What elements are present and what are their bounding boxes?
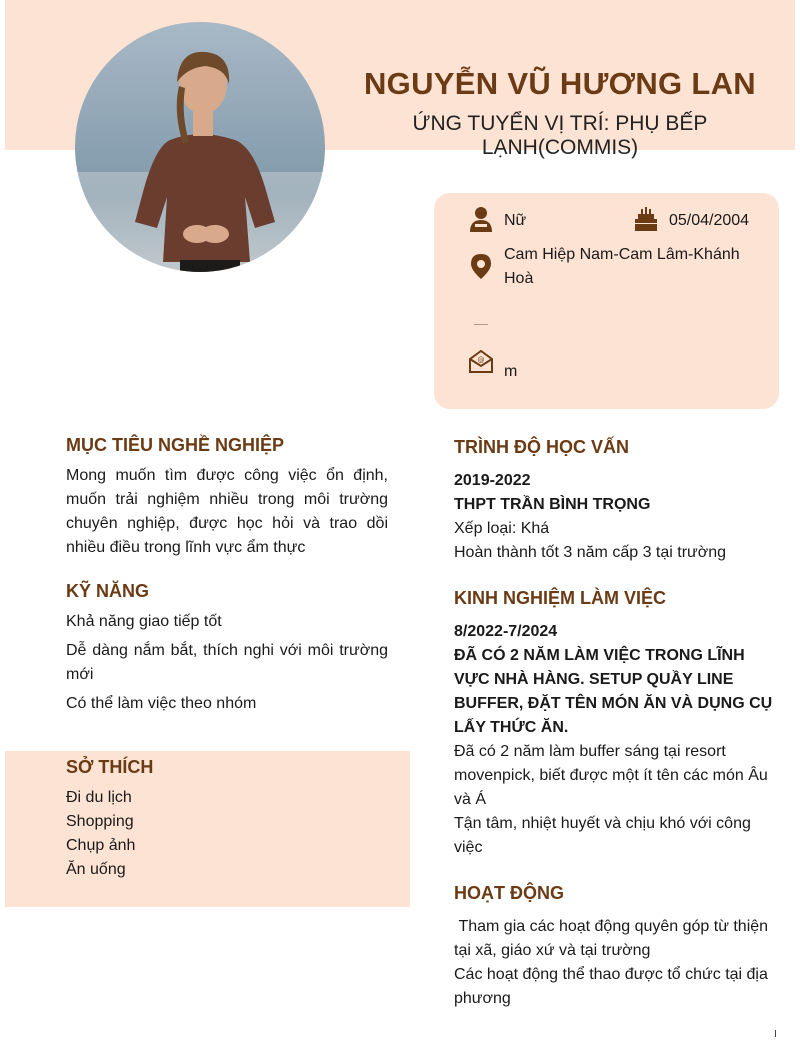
location-pin-icon <box>468 253 494 279</box>
birthday-cake-icon <box>633 206 659 232</box>
email-icon <box>468 348 494 374</box>
education-note: Hoàn thành tốt 3 năm cấp 3 tại trường <box>454 544 727 561</box>
hobbies-title: SỞ THÍCH <box>66 757 154 777</box>
education-grade: Xếp loại: Khá <box>454 520 550 537</box>
profile-photo-drawing <box>75 22 325 272</box>
candidate-name: NGUYỄN VŨ HƯƠNG LAN <box>364 66 756 101</box>
objective-title: MỤC TIÊU NGHỀ NGHIỆP <box>66 435 285 455</box>
education-title: TRÌNH ĐỘ HỌC VẤN <box>454 437 629 457</box>
profile-photo <box>75 22 325 272</box>
hobby-item: Shopping <box>66 813 134 830</box>
personal-info-card <box>434 193 779 409</box>
applied-position: ỨNG TUYỂN VỊ TRÍ: PHỤ BẾP LẠNH(COMMIS) <box>412 112 708 159</box>
skill-item: Khả năng giao tiếp tốt <box>66 613 222 630</box>
experience-period: 8/2022-7/2024 <box>454 623 558 640</box>
phone-icon <box>474 324 488 325</box>
skills-title: KỸ NĂNG <box>66 581 150 601</box>
experience-detail: Tận tâm, nhiệt huyết và chịu khó với công việc <box>454 815 751 856</box>
email-value: m <box>504 363 518 380</box>
gender-value: Nữ <box>504 212 527 229</box>
address-value: Cam Hiệp Nam-Cam Lâm-Khánh Hoà <box>504 246 740 287</box>
hobby-item: Ăn uống <box>66 861 126 878</box>
skill-item: Dễ dàng nắm bắt, thích nghi với môi trường mới <box>66 642 388 683</box>
activity-item: Tham gia các hoạt động quyên góp từ thiện tại xã, giáo xứ và tại trường <box>454 918 773 959</box>
hobby-item: Chụp ảnh <box>66 837 136 854</box>
birthdate-value: 05/04/2004 <box>669 212 750 229</box>
skill-item: Có thể làm việc theo nhóm <box>66 695 257 712</box>
person-icon <box>468 206 494 232</box>
activity-item: Các hoạt động thể thao được tổ chức tại địa phương <box>454 966 768 1007</box>
experience-headline: ĐÃ CÓ 2 NĂM LÀM VIỆC TRONG LĨNH VỰC NHÀ HÀNG. SETUP QUẦY LINE BUFFER, ĐẶT TÊN MÓN ĂN VÀ DỤNG CỤ LẤY THỨC ĂN. <box>454 647 773 736</box>
education-school: THPT TRẦN BÌNH TRỌNG <box>454 496 651 513</box>
hobby-item: Đi du lịch <box>66 789 132 806</box>
activities-title: HOẠT ĐỘNG <box>454 883 564 903</box>
page-edge-mark <box>775 1030 776 1037</box>
education-period: 2019-2022 <box>454 472 531 489</box>
experience-detail: Đã có 2 năm làm buffer sáng tại resort movenpick, biết được một ít tên các món Âu và Á <box>454 743 768 808</box>
svg-text:@: @ <box>477 356 485 364</box>
objective-text: Mong muốn tìm được công việc ổn định, muốn trải nghiệm nhiều trong môi trường chuyên nghiệp, được học hỏi và trao dồi nhiều điều trong lĩnh vực ẩm thực <box>66 467 388 556</box>
experience-title: KINH NGHIỆM LÀM VIỆC <box>454 588 667 608</box>
